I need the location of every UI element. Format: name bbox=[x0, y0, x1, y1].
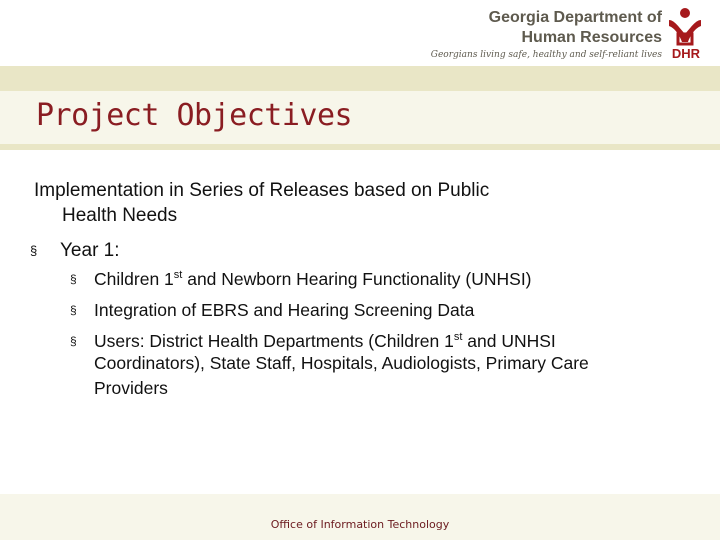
org-name-line2: Human Resources bbox=[521, 29, 662, 46]
intro-paragraph bbox=[34, 178, 634, 228]
logo-text: DHR bbox=[671, 46, 701, 61]
footer-text: Office of Information Technology bbox=[270, 518, 450, 531]
header bbox=[0, 0, 720, 66]
org-name-line1: Georgia Department of bbox=[488, 9, 662, 26]
item1-sup: st bbox=[173, 269, 183, 282]
title-underline-band bbox=[0, 144, 720, 150]
item1-post: and Newborn Hearing Functionality (UNHSI) bbox=[182, 269, 532, 289]
item3-sup: st bbox=[453, 331, 463, 344]
item2-text: Integration of EBRS and Hearing Screening Data bbox=[94, 300, 475, 320]
item3-post: and UNHSI bbox=[462, 331, 556, 351]
item3-line2: Coordinators), State Staff, Hospitals, Audiologists, Primary Care bbox=[94, 353, 589, 373]
intro-line1: Implementation in Series of Releases based on Public bbox=[34, 180, 490, 201]
slide-title: Project Objectives bbox=[36, 98, 353, 133]
item3-pre: Users: District Health Departments (Children 1 bbox=[94, 331, 454, 351]
tagline: Georgians living safe, healthy and self-reliant lives bbox=[430, 50, 662, 60]
top-band bbox=[0, 66, 720, 91]
footer bbox=[0, 494, 720, 540]
bullet-icon: § bbox=[70, 303, 77, 317]
intro-line2: Health Needs bbox=[62, 205, 178, 226]
bullet-icon: § bbox=[70, 272, 77, 286]
item1-pre: Children 1 bbox=[94, 269, 174, 289]
item3-line3: Providers bbox=[94, 378, 168, 398]
org-name bbox=[489, 8, 662, 48]
item1-text bbox=[94, 266, 532, 292]
bullet-icon: § bbox=[30, 243, 38, 258]
bullet-icon: § bbox=[70, 334, 77, 348]
year-label: Year 1: bbox=[60, 240, 120, 261]
